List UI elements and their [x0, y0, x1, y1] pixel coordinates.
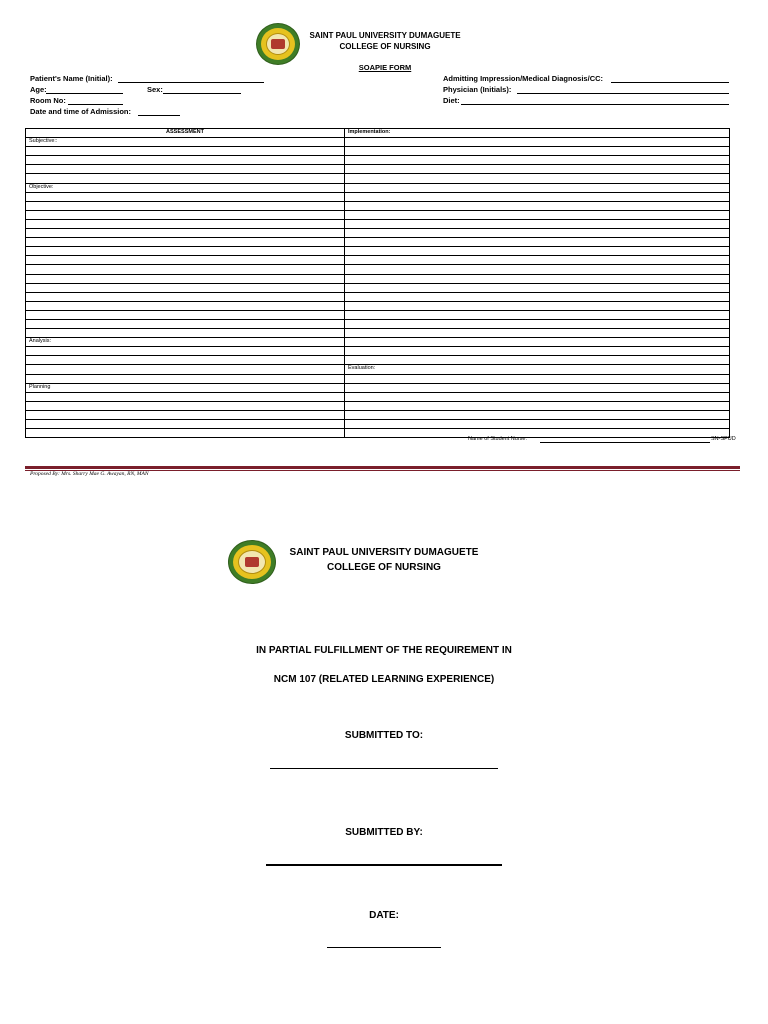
- assessment-cell[interactable]: [26, 265, 345, 274]
- implementation-cell[interactable]: [345, 247, 730, 256]
- physician-field[interactable]: [517, 93, 729, 94]
- assessment-cell[interactable]: [26, 283, 345, 292]
- table-row: [26, 219, 730, 228]
- assessment-cell[interactable]: [26, 174, 345, 183]
- assessment-cell[interactable]: [26, 410, 345, 419]
- assessment-cell[interactable]: [26, 229, 345, 238]
- table-row: [26, 365, 730, 374]
- table-row: [26, 347, 730, 356]
- submitted-by-label: SUBMITTED BY:: [345, 827, 423, 838]
- patient-name-field[interactable]: [118, 82, 264, 83]
- table-row: [26, 283, 730, 292]
- table-row: [26, 383, 730, 392]
- impression-field[interactable]: [611, 82, 729, 83]
- implementation-cell[interactable]: [345, 165, 730, 174]
- table-row: [26, 310, 730, 319]
- table-row: [26, 401, 730, 410]
- implementation-cell[interactable]: [345, 210, 730, 219]
- implementation-cell[interactable]: [345, 420, 730, 429]
- sex-field[interactable]: [163, 93, 241, 94]
- college-name: COLLEGE OF NURSING: [339, 42, 431, 51]
- table-row: [26, 392, 730, 401]
- implementation-cell[interactable]: [345, 138, 730, 147]
- admission-field[interactable]: [138, 115, 180, 116]
- implementation-cell[interactable]: [345, 283, 730, 292]
- implementation-cell[interactable]: [345, 174, 730, 183]
- assessment-header: ASSESSMENT: [26, 129, 345, 138]
- planning-label[interactable]: Planning: [26, 383, 345, 392]
- implementation-cell[interactable]: [345, 156, 730, 165]
- assessment-cell[interactable]: [26, 210, 345, 219]
- assessment-cell[interactable]: [26, 156, 345, 165]
- assessment-cell[interactable]: [26, 374, 345, 383]
- subjective-label[interactable]: Subjective::: [26, 138, 345, 147]
- implementation-cell[interactable]: [345, 256, 730, 265]
- table-row: [26, 201, 730, 210]
- table-row: [26, 410, 730, 419]
- form-title: SOAPIE FORM: [358, 63, 412, 72]
- student-nurse-suffix: SN-SPUD: [711, 436, 736, 442]
- table-row: [26, 338, 730, 347]
- implementation-cell[interactable]: [345, 147, 730, 156]
- table-row: [26, 274, 730, 283]
- implementation-cell[interactable]: [345, 192, 730, 201]
- assessment-cell[interactable]: [26, 401, 345, 410]
- assessment-cell[interactable]: [26, 256, 345, 265]
- implementation-cell[interactable]: [345, 183, 730, 192]
- implementation-cell[interactable]: [345, 274, 730, 283]
- implementation-cell[interactable]: [345, 429, 730, 438]
- soapie-table: [25, 128, 730, 438]
- table-row: [26, 374, 730, 383]
- room-no-field[interactable]: [68, 104, 123, 105]
- table-row: [26, 192, 730, 201]
- submitted-by-field[interactable]: [266, 864, 502, 866]
- implementation-cell[interactable]: [345, 301, 730, 310]
- assessment-cell[interactable]: [26, 319, 345, 328]
- table-row: [26, 147, 730, 156]
- date-label: DATE:: [369, 910, 399, 921]
- assessment-cell[interactable]: [26, 147, 345, 156]
- age-label: Age:: [30, 85, 47, 94]
- admission-label: Date and time of Admission:: [30, 107, 131, 116]
- assessment-cell[interactable]: [26, 165, 345, 174]
- table-header-row: [26, 129, 730, 138]
- objective-label[interactable]: Objective:: [26, 183, 345, 192]
- assessment-cell[interactable]: [26, 201, 345, 210]
- table-row: [26, 156, 730, 165]
- table-row: [26, 174, 730, 183]
- table-row: [26, 165, 730, 174]
- assessment-cell[interactable]: [26, 238, 345, 247]
- patient-name-label: Patient's Name (Initial):: [30, 74, 113, 83]
- implementation-cell[interactable]: [345, 229, 730, 238]
- table-row: [26, 329, 730, 338]
- date-field[interactable]: [327, 947, 441, 948]
- assessment-cell[interactable]: [26, 247, 345, 256]
- implementation-cell[interactable]: [345, 219, 730, 228]
- table-row: [26, 210, 730, 219]
- table-row: [26, 183, 730, 192]
- assessment-cell[interactable]: [26, 274, 345, 283]
- student-nurse-label: Name of Student Nurse:: [468, 436, 528, 442]
- cover-college-name: COLLEGE OF NURSING: [327, 562, 441, 573]
- assessment-cell[interactable]: [26, 292, 345, 301]
- table-row: [26, 247, 730, 256]
- requirement-line-2: NCM 107 (RELATED LEARNING EXPERIENCE): [273, 674, 495, 685]
- diet-field[interactable]: [461, 104, 729, 105]
- implementation-cell[interactable]: [345, 410, 730, 419]
- implementation-cell[interactable]: [345, 292, 730, 301]
- assessment-cell[interactable]: [26, 301, 345, 310]
- assessment-cell[interactable]: [26, 219, 345, 228]
- implementation-cell[interactable]: [345, 338, 730, 347]
- assessment-cell[interactable]: [26, 347, 345, 356]
- implementation-cell[interactable]: [345, 238, 730, 247]
- impression-label: Admitting Impression/Medical Diagnosis/CC:: [443, 74, 604, 83]
- assessment-cell[interactable]: [26, 192, 345, 201]
- table-row: [26, 356, 730, 365]
- table-row: [26, 138, 730, 147]
- analysis-label[interactable]: Analysis:: [26, 338, 345, 347]
- submitted-to-field[interactable]: [270, 768, 498, 769]
- university-seal-icon: [229, 541, 275, 583]
- table-row: [26, 256, 730, 265]
- assessment-cell[interactable]: [26, 429, 345, 438]
- page-divider: [25, 466, 740, 469]
- table-row: [26, 229, 730, 238]
- assessment-cell[interactable]: [26, 329, 345, 338]
- requirement-line-1: IN PARTIAL FULFILLMENT OF THE REQUIREMENT IN: [256, 645, 512, 656]
- student-nurse-field[interactable]: [540, 442, 710, 443]
- cover-school-name: SAINT PAUL UNIVERSITY DUMAGUETE: [289, 547, 479, 558]
- implementation-cell[interactable]: [345, 374, 730, 383]
- sex-label: Sex:: [147, 85, 163, 94]
- room-no-label: Room No:: [30, 96, 66, 105]
- implementation-cell[interactable]: [345, 329, 730, 338]
- implementation-cell[interactable]: [345, 319, 730, 328]
- assessment-cell[interactable]: [26, 356, 345, 365]
- implementation-cell[interactable]: [345, 392, 730, 401]
- table-row: [26, 292, 730, 301]
- table-row: [26, 265, 730, 274]
- assessment-cell[interactable]: [26, 310, 345, 319]
- proposed-by: Proposed By: Mrs. Sharry Mae G. Awayan, RN, MAN: [30, 471, 149, 477]
- implementation-cell[interactable]: [345, 265, 730, 274]
- implementation-cell[interactable]: [345, 201, 730, 210]
- assessment-cell[interactable]: [26, 392, 345, 401]
- assessment-cell[interactable]: [26, 420, 345, 429]
- implementation-cell[interactable]: [345, 356, 730, 365]
- table-row: [26, 420, 730, 429]
- implementation-header: Implementation:: [345, 129, 730, 138]
- implementation-cell[interactable]: [345, 310, 730, 319]
- implementation-cell[interactable]: [345, 401, 730, 410]
- physician-label: Physician (Initials):: [443, 85, 512, 94]
- implementation-cell[interactable]: [345, 383, 730, 392]
- table-row: [26, 319, 730, 328]
- implementation-cell[interactable]: [345, 347, 730, 356]
- university-seal-icon: [257, 24, 299, 64]
- assessment-cell[interactable]: [26, 365, 345, 374]
- submitted-to-label: SUBMITTED TO:: [344, 730, 424, 741]
- evaluation-label[interactable]: Evaluation:: [345, 365, 730, 374]
- age-field[interactable]: [46, 93, 123, 94]
- table-row: [26, 429, 730, 438]
- school-name: SAINT PAUL UNIVERSITY DUMAGUETE: [309, 31, 461, 40]
- table-row: [26, 301, 730, 310]
- diet-label: Diet:: [443, 96, 460, 105]
- table-row: [26, 238, 730, 247]
